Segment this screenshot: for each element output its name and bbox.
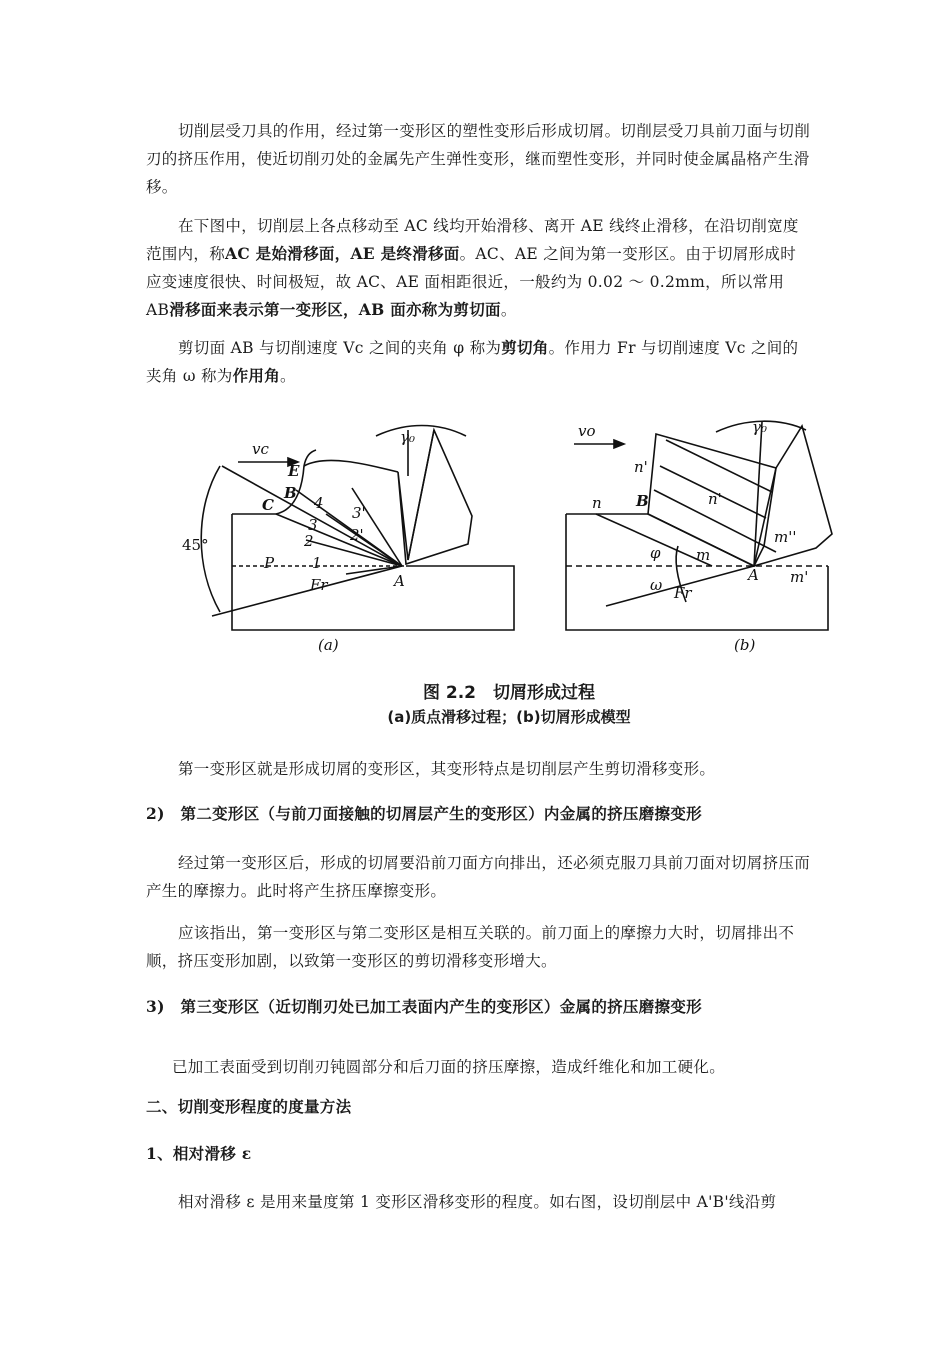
figure-caption-subtitle: (a)质点滑移过程；(b)切屑形成模型 [387,708,631,726]
text-segment: 剪切面 AB 与切削速度 Vc 之间的夹角 φ 称为 [178,339,502,357]
paragraph-third-zone: 已加工表面受到切削刃钝圆部分和后刀面的挤压摩擦，造成纤维化和加工硬化。 [172,1058,726,1076]
heading-relative-slip: 1、相对滑移 ε [146,1144,252,1163]
text-bold-segment: 作用角 [232,366,280,385]
chip-curve-a [276,450,316,514]
text-bold-segment: 滑移面来表示第一变形区，AB 面亦称为剪切面 [169,300,501,319]
paragraph-cutting-layer: 切削层受刀具的作用，经过第一变形区的塑性变形后形成切屑。切削层受刀具前刀面与切削刃的挤压作用，使近切削刃处的金属先产生弹性变形，继而塑性变形，并同时使金属晶格产生滑移。 [146,122,811,196]
label-np-b: n' [634,458,648,476]
paragraph-slip-planes [146,212,810,324]
text-segment: 在下图中，切削层上各点移动至 AC 线均开始滑移、离开 AE 线终止滑移，在沿切削宽度范围内，称 [146,217,799,263]
label-2p-a: 2' [350,526,364,544]
text-segment: 。 [280,367,296,385]
label-m-b: m [696,546,711,564]
label-P-a: P [264,554,275,572]
label-3-a: 3 [308,516,318,534]
workpiece-outline-a [232,514,514,630]
label-n-b: n [592,494,602,512]
label-A-b: A [748,566,759,584]
text-segment: 。AC、AE 之间为第一变形区。由于切屑形成时应变速度很快、时间极短，故 AC、AE 面相距很近，一般约为 0.02 ～ 0.2mm，所以常用 AB [146,245,797,319]
heading-second-zone: 2) 第二变形区（与前刀面接触的切屑层产生的变形区）内金属的挤压磨擦变形 [146,804,702,823]
text-segment: 。 [500,301,517,319]
tool-a [398,430,472,564]
label-vc: vc [252,440,269,458]
label-4-a: 4 [314,494,324,512]
label-phi-b: φ [650,544,661,562]
figure-caption-title: 图 2.2 切屑形成过程 [422,683,596,703]
label-3p-a: 3' [352,504,366,522]
paragraph-second-zone: 经过第一变形区后，形成的切屑要沿前刀面方向排出，还必须克服刀具前刀面对切屑挤压而产生的摩擦力。此时将产生挤压摩擦变形。 [146,854,811,900]
label-B-b: B [636,492,649,510]
heading-third-zone: 3) 第三变形区（近切削刃处已加工表面内产生的变形区）金属的挤压磨擦变形 [146,997,702,1016]
paragraph-relative-slip: 相对滑移 ε 是用来量度第 1 变形区滑移变形的程度。如右图，设切削层中 A'B'线沿剪 [178,1193,777,1211]
text-bold-segment: AC 是始滑移面，AE 是终滑移面 [225,244,460,263]
figure-chip-formation [176,406,842,736]
label-Fr-a: Fr [310,576,328,594]
label-2-a: 2 [304,532,314,550]
panel-label-b: (b) [734,636,756,654]
label-C-a: C [262,496,274,514]
label-B-a: B [284,484,297,502]
text-bold-segment: 剪切角 [501,338,549,357]
label-gamma-b: γ₀ [752,418,767,436]
label-1-a: 1 [312,554,322,572]
paragraph-first-zone-summary: 第一变形区就是形成切屑的变形区，其变形特点是切削层产生剪切滑移变形。 [178,760,716,778]
label-A-a: A [394,572,405,590]
label-Fr-b: Fr [674,584,692,602]
text-segment: 。作用力 Fr 与切削速度 Vc 之间的夹角 ω 称为 [146,339,799,385]
label-mp-b: m' [790,568,809,586]
panel-label-a: (a) [318,636,339,654]
paragraph-shear-angle [146,334,810,390]
label-45deg: 45° [182,536,209,554]
heading-section-two: 二、切削变形程度的度量方法 [146,1097,352,1116]
label-E-a: E [288,462,300,480]
label-vo: vo [578,422,596,440]
paragraph-zone-relation: 应该指出，第一变形区与第二变形区是相互关联的。前刀面上的摩擦力大时，切屑排出不顺，挤压变形加剧，以致第一变形区的剪切滑移变形增大。 [146,924,795,970]
label-omega-b: ω [650,576,663,594]
label-gamma-a: γ₀ [400,428,415,446]
label-npp-b: n' [708,490,722,508]
label-mpp-b: m'' [774,528,797,546]
